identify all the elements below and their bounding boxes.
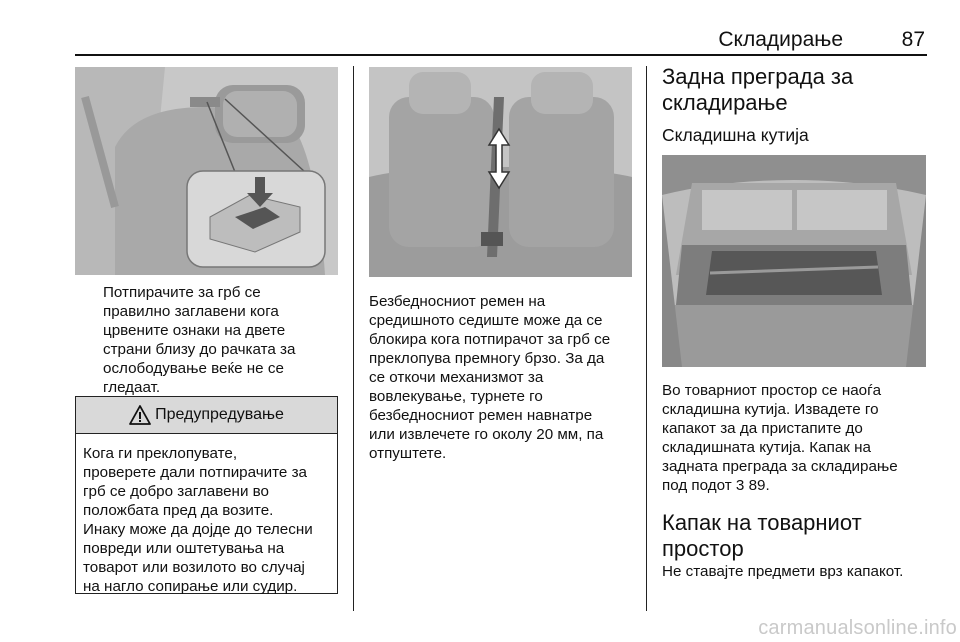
text-line: складишната кутија. Капак на <box>662 439 871 456</box>
heading-line: Задна преграда за <box>662 64 854 89</box>
text-line: задната преграда за складирање <box>662 458 898 475</box>
warning-line: на нагло сопирање или судир. <box>83 578 298 595</box>
column-divider-left <box>353 66 354 611</box>
backrest-release-photo <box>75 67 338 275</box>
heading-line: складирање <box>662 90 788 115</box>
warning-line: Инаку може да дојде до телесни <box>83 521 313 538</box>
watermark: carmanualsonline.info <box>758 617 957 639</box>
warning-text <box>76 434 337 596</box>
header-rule <box>75 54 927 56</box>
heading-line: Капак на товарниот <box>662 510 862 535</box>
page-header <box>75 26 927 52</box>
warning-line: проверете дали потпирачите за <box>83 464 307 481</box>
text-line: преклопува премногу брзо. За да <box>369 350 605 367</box>
warning-line: положбата пред да возите. <box>83 502 274 519</box>
warning-header <box>76 397 337 434</box>
column-divider-right <box>646 66 647 611</box>
rear-seat-belt-photo <box>369 67 632 277</box>
page-number: 87 <box>901 28 925 51</box>
caption-line: Потпирачите за грб се <box>103 284 261 301</box>
cargo-cover-text: Не ставајте предмети врз капакот. <box>662 563 904 580</box>
text-line: блокира кога потпирачот за грб се <box>369 331 611 348</box>
storage-box-photo <box>662 155 926 367</box>
warning-triangle-icon <box>129 405 151 425</box>
subsection-heading: Складишна кутија <box>662 125 809 145</box>
text-line: вовлекување, турнете го <box>369 388 543 405</box>
text-line: складишна кутија. Извадете го <box>662 401 879 418</box>
warning-line: грб се добро заглавени во <box>83 483 269 500</box>
xref-page[interactable]: 89. <box>748 477 770 494</box>
text-line: средишното седиште може да се <box>369 312 603 329</box>
text-line: капакот за да пристапите до <box>662 420 863 437</box>
caption-line: гледаат. <box>103 379 161 396</box>
text-line: Во товарниот простор се наоѓа <box>662 382 882 399</box>
warning-line: повреди или оштетувања на <box>83 540 285 557</box>
caption-line: црвените ознаки на двете <box>103 322 286 339</box>
xref-prefix: под подот <box>662 477 732 494</box>
caption-line: ослободување веќе не се <box>103 360 284 377</box>
seatbelt-text <box>369 292 639 463</box>
text-line <box>662 476 932 495</box>
text-line: Безбедносниот ремен на <box>369 293 546 310</box>
header-title: Складирање <box>718 28 843 51</box>
warning-line: Кога ги преклопувате, <box>83 445 238 462</box>
text-line: или извлечете го околу 20 мм, па <box>369 426 604 443</box>
section-heading <box>662 64 853 116</box>
caption-line: правилно заглавени кога <box>103 303 279 320</box>
backrest-caption <box>103 283 339 397</box>
caption-line: страни близу до рачката за <box>103 341 296 358</box>
storage-box-text <box>662 381 932 495</box>
text-line: се откочи механизмот за <box>369 369 544 386</box>
heading-line: простор <box>662 536 744 561</box>
text-line: безбедносниот ремен навнатре <box>369 407 593 424</box>
section-heading-2 <box>662 510 862 562</box>
page-reference-icon[interactable]: 3 <box>735 477 745 494</box>
text-line: отпуштете. <box>369 445 447 462</box>
warning-title: Предупредување <box>155 406 284 423</box>
warning-box <box>75 396 338 594</box>
warning-line: товарот или возилото во случај <box>83 559 305 576</box>
